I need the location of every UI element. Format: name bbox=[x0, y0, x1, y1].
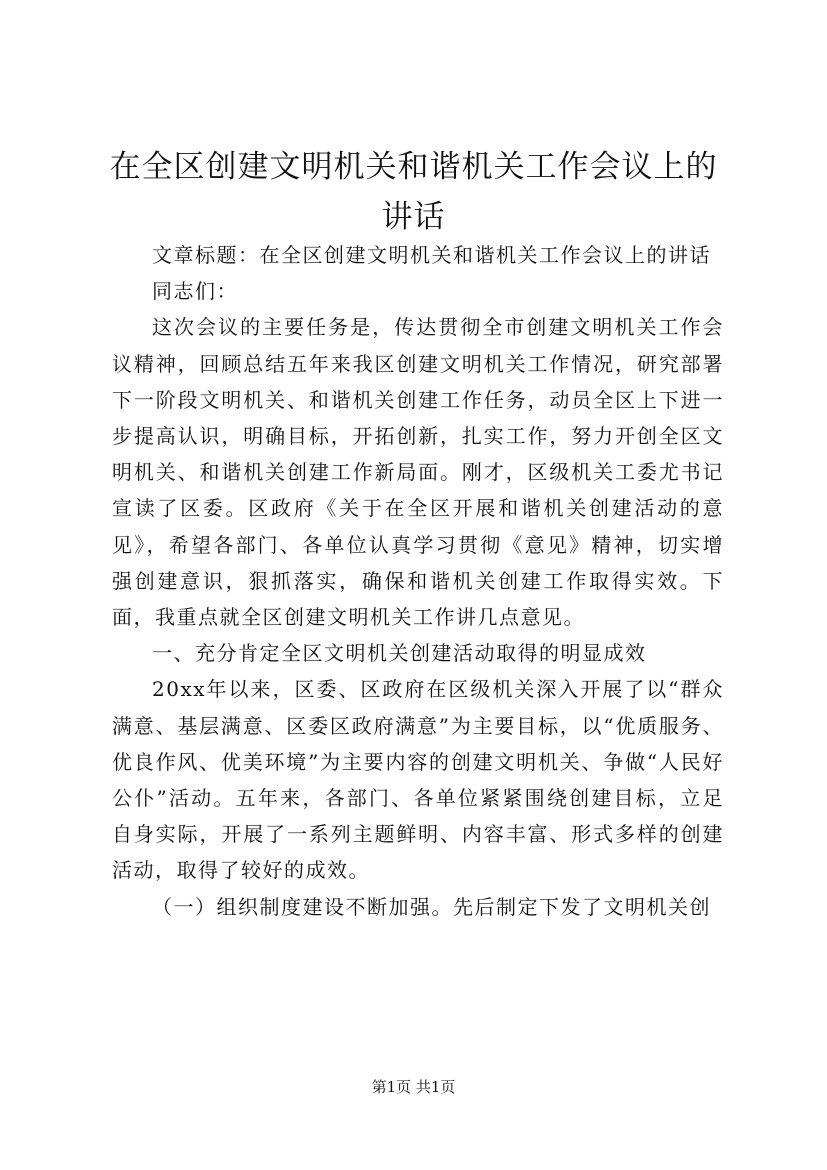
body-paragraph: 20xx年以来，区委、区政府在区级机关深入开展了以“群众满意、基层满意、区委区政府满意”为主要目标，以“优质服务、优良作风、优美环境”为主要内容的创建文明机关、争做“人民好公仆”活动。五年来，各部门、各单位紧紧围绕创建目标，立足自身实际，开展了一系列主题鲜明、内容丰富、形式多样的创建活动，取得了较好的成效。 bbox=[112, 677, 724, 883]
salutation: 同志们： bbox=[152, 279, 238, 304]
article-title-line: 文章标题：在全区创建文明机关和谐机关工作会议上的讲话 bbox=[152, 243, 711, 267]
page-footer bbox=[0, 1077, 827, 1097]
section-heading: 一、充分肯定全区文明机关创建活动取得的明显成效 bbox=[152, 641, 647, 666]
document-title: 在全区创建文明机关和谐机关工作会议上的讲话 bbox=[109, 149, 718, 235]
page-number: 第1页 共1页 bbox=[371, 1078, 456, 1096]
subsection-paragraph: （一）组织制度建设不断加强。先后制定下发了文明机关创 bbox=[152, 894, 711, 919]
body-paragraph: 这次会议的主要任务是，传达贯彻全市创建文明机关工作会议精神，回顾总结五年来我区创建文明机关工作情况，研究部署下一阶段文明机关、和谐机关创建工作任务，动员全区上下进一步提高认识，明确目标，开拓创新，扎实工作，努力开创全区文明机关、和谐机关创建工作新局面。刚才，区级机关工委尤书记宣读了区委。区政府《关于在全区开展和谐机关创建活动的意见》，希望各部门、各单位认真学习贯彻《意见》精神，切实增强创建意识，狠抓落实，确保和谐机关创建工作取得实效。下面，我重点就全区创建文明机关工作讲几点意见。 bbox=[112, 315, 724, 630]
document-body bbox=[112, 237, 724, 925]
